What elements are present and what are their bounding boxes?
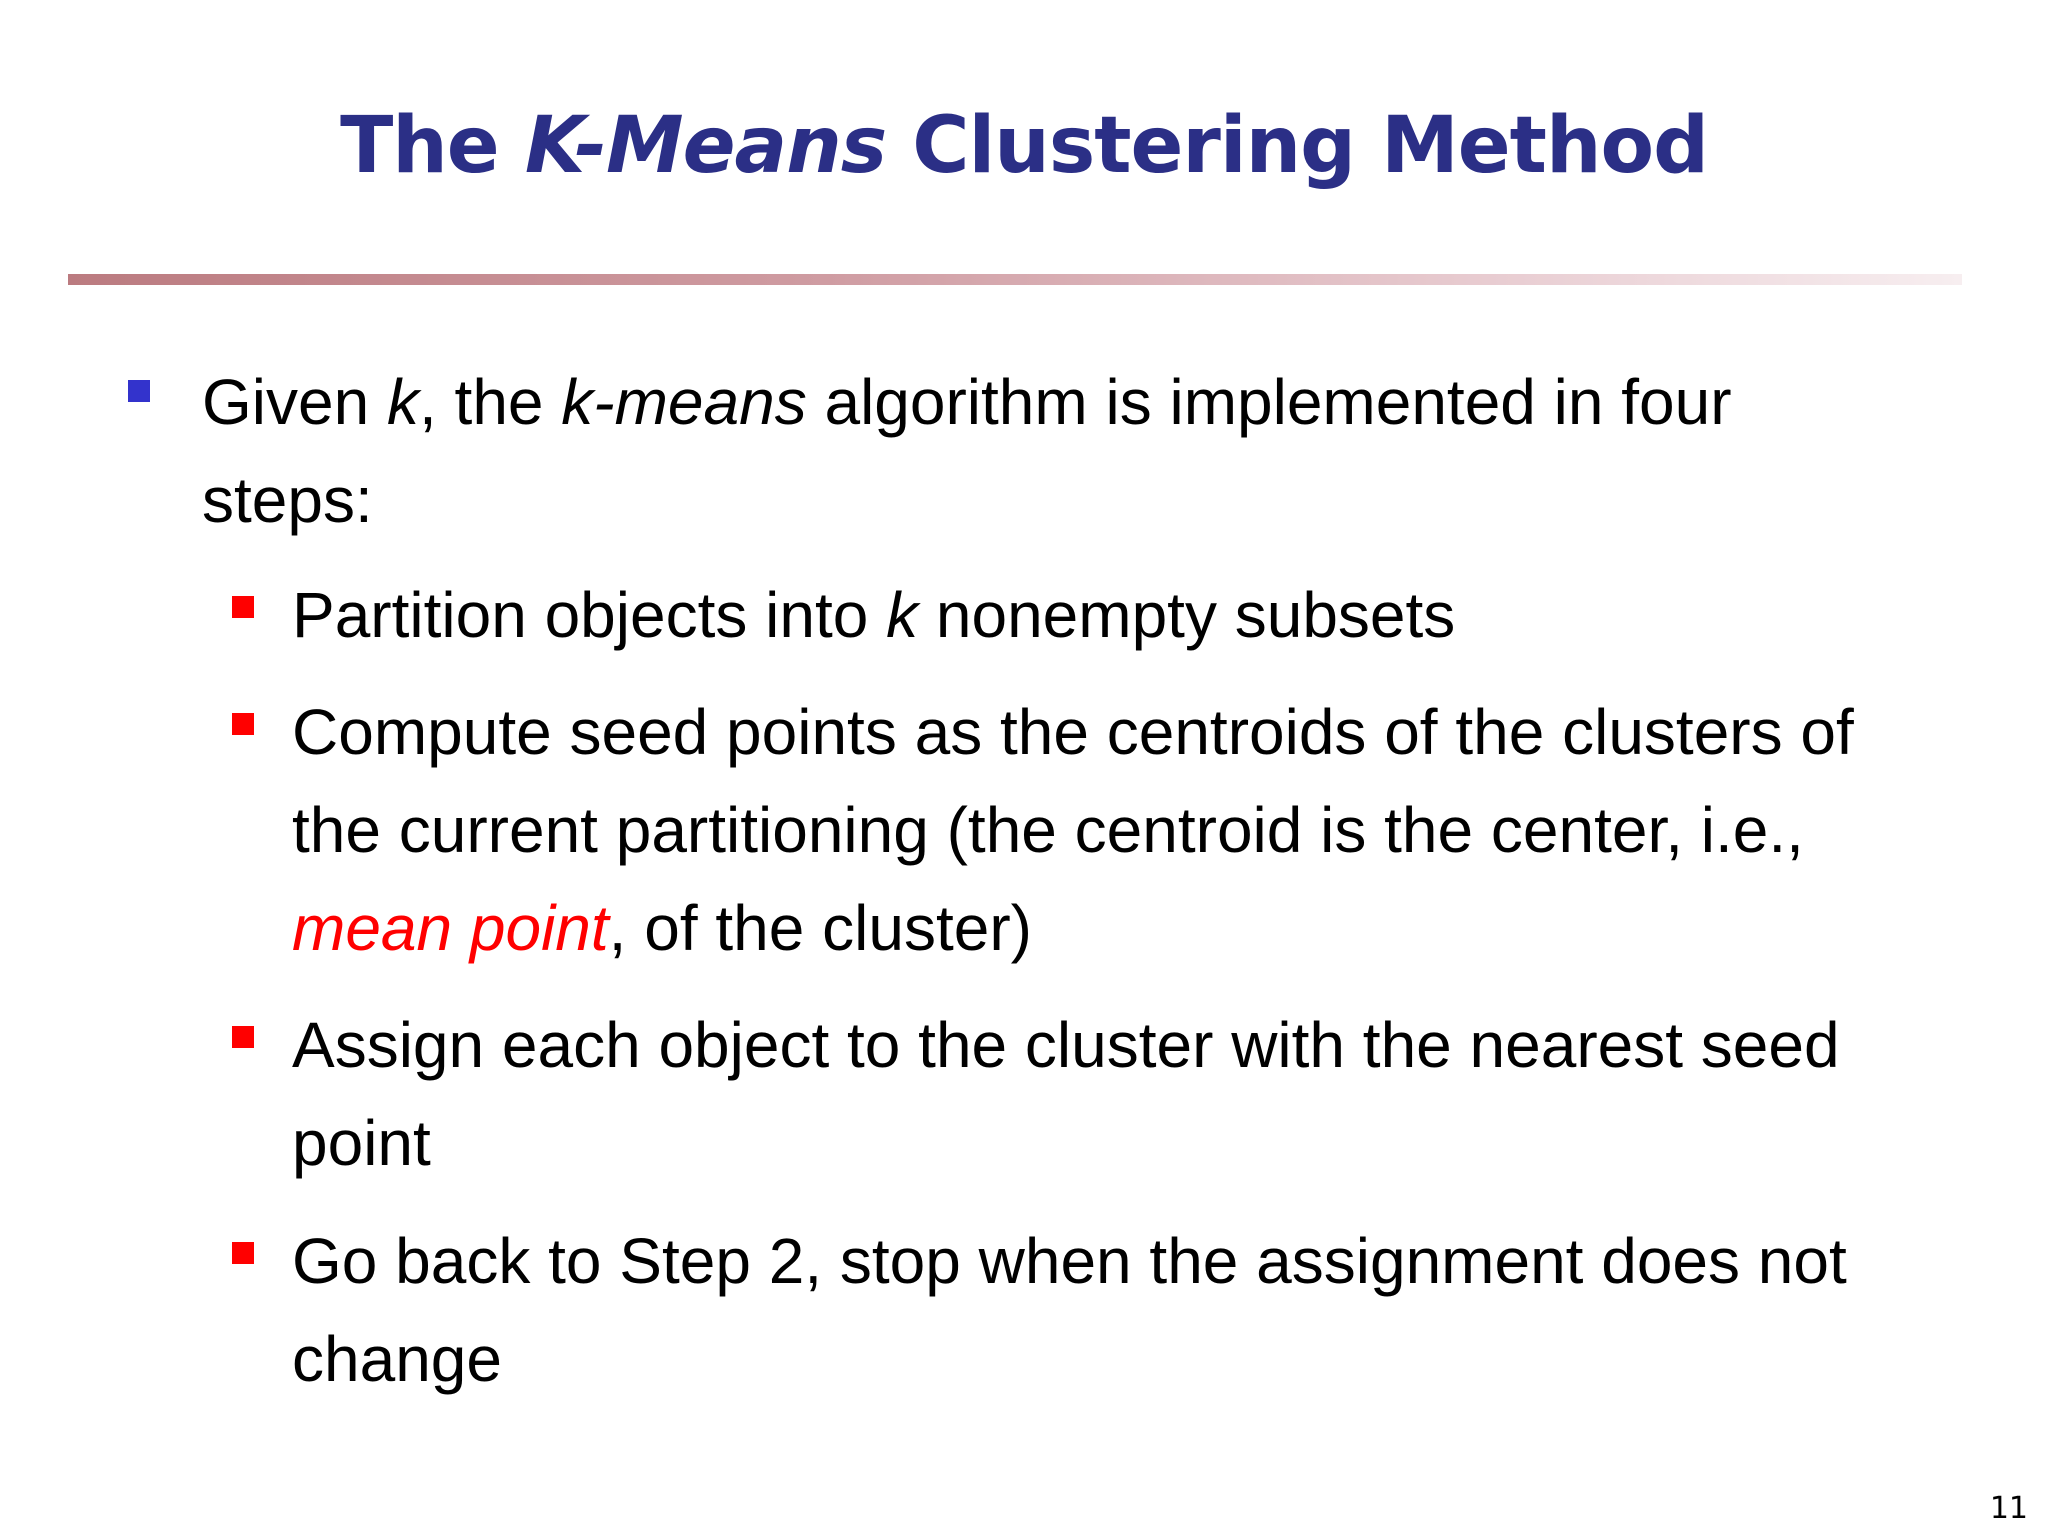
mean-point-highlight: mean point: [292, 892, 609, 964]
step-1-text: [292, 566, 1892, 664]
k-variable: k: [886, 579, 919, 651]
text-run: nonempty subsets: [918, 579, 1456, 651]
text-run: Compute seed points as the centroids of the clusters of the current partitioning (the centroid is the center, i.e.,: [292, 696, 1854, 866]
step-3-text: Assign each object to the cluster with the nearest seed point: [292, 1009, 1840, 1179]
text-run: , the: [418, 366, 562, 438]
step-4-text: Go back to Step 2, stop when the assignment does not change: [292, 1225, 1847, 1395]
text-run: Given: [202, 366, 387, 438]
square-bullet-icon: [232, 1026, 254, 1048]
kmeans-term: k-means: [561, 366, 807, 438]
title-italic: K-Means: [524, 101, 887, 191]
step-2-text: [292, 683, 1892, 977]
text-run: , of the cluster): [608, 892, 1032, 964]
square-bullet-icon: [232, 713, 254, 735]
main-bullet-text: [202, 353, 1882, 549]
square-bullet-icon: [128, 380, 150, 402]
title-suffix: Clustering Method: [886, 101, 1708, 191]
text-run: algorithm is implemented in four steps:: [202, 366, 1732, 536]
square-bullet-icon: [232, 1242, 254, 1264]
square-bullet-icon: [232, 596, 254, 618]
k-variable: k: [386, 366, 419, 438]
text-run: Partition objects into: [292, 579, 887, 651]
page-number: 11: [1989, 1491, 2028, 1526]
title-prefix: The: [340, 101, 525, 191]
